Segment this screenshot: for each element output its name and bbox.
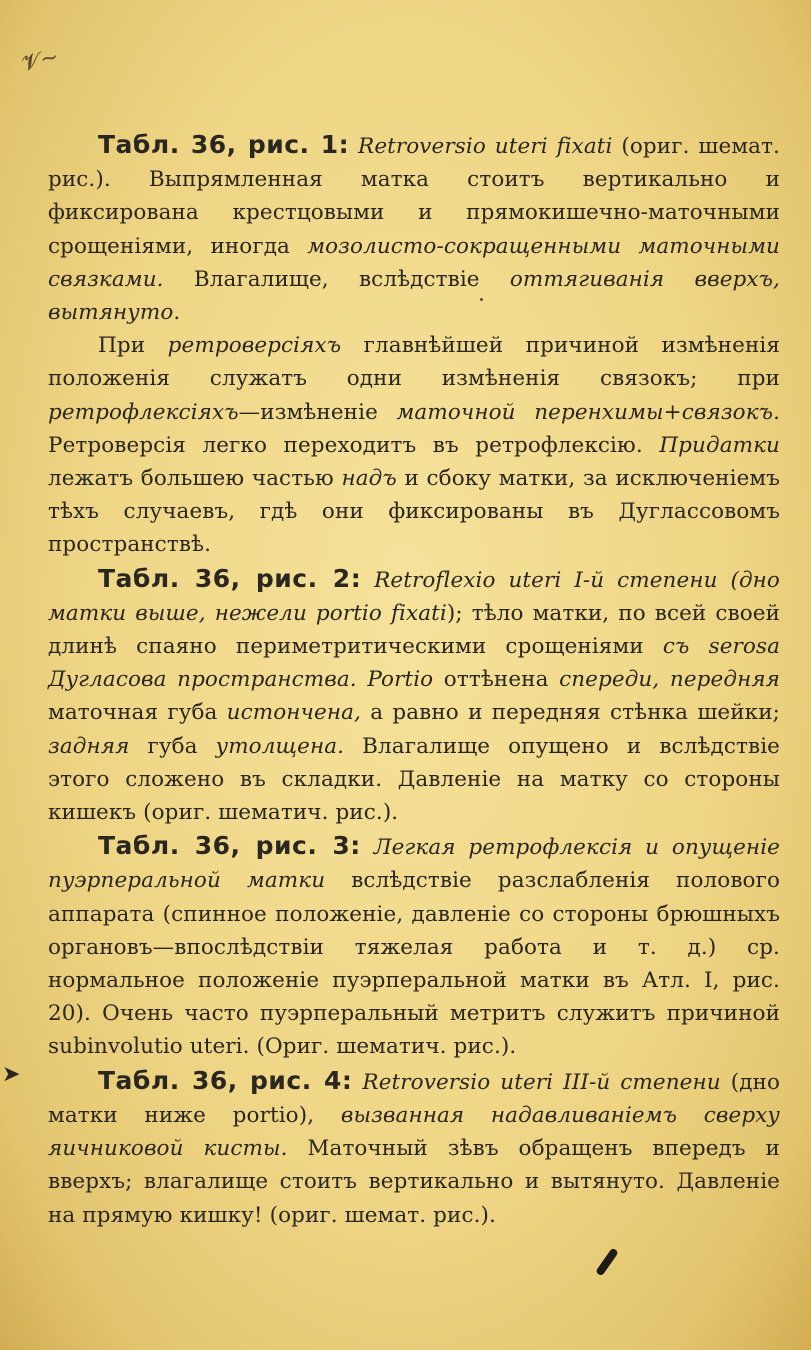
paragraph-text: маточная губа [48,700,227,726]
italic-text: вызванная надавливаніемъ сверху яичниковой кисты. [48,1102,780,1162]
paragraph-text: оттѣнена [433,667,560,693]
italic-text: Дугласова пространства. [48,667,357,693]
italic-text: съ [662,634,709,660]
latin-term: serosa [708,634,780,660]
corner-handwritten-mark: 𝓥~ [19,44,61,77]
italic-text: Придатки [659,432,780,458]
paragraph-text: главнѣйшей причиной измѣненія положенія служатъ одни измѣненія связокъ; при [48,333,781,392]
figure-label: Табл. 36, рис. 1: [98,130,350,159]
paragraph-fig1 [48,128,780,329]
latin-term: Portio [356,667,434,693]
paragraph-text: (дно матки ниже portio), [48,1069,781,1128]
figure-label: Табл. 36, рис. 3: [98,831,361,861]
italic-text: задняя [48,733,130,759]
paragraph-text: При [98,333,168,359]
figure-label: Табл. 36, рис. 2: [98,563,362,593]
italic-text: истончена, [226,700,361,726]
paragraph-text: и сбоку матки, за исключеніемъ тѣхъ случаевъ, гдѣ они фиксированы въ Дуглассовомъ пространствѣ. [48,466,781,558]
paragraph-text: а равно и передняя стѣнка шейки; [360,700,780,726]
paragraph-discussion [48,329,780,561]
paragraph-fig3 [48,829,780,1063]
figure-label: Табл. 36, рис. 4: [98,1065,353,1095]
italic-text: ретроверсіяхъ [167,333,342,359]
italic-text: III-й степени [553,1069,721,1095]
paragraph-text: губа [129,733,216,759]
body-text [48,128,780,1232]
paragraph-text: Ретроверсія легко переходитъ въ ретрофлексію. [48,432,660,458]
italic-text: ретрофлексіяхъ [48,399,239,425]
italic-text: спереди, передняя [559,667,780,693]
paragraph-text: —измѣненіе [238,399,397,425]
latin-term: Retroversio uteri [362,1069,554,1095]
latin-term: Retroflexio uteri [374,567,562,593]
latin-term: Retroversio uteri fixati [358,134,613,159]
paragraph-text: лежатъ большею частью [48,466,342,492]
italic-text: маточной перенхимы+связокъ. [396,399,780,425]
paragraph-fig2 [48,562,780,830]
paragraph-text: вслѣдствіе разслабленія полового аппарата (спинное положеніе, давленіе со стороны брюшныхъ органовъ—впослѣдствіи тяжелая работа и т. д.) ср. нормальное положеніе пуэрперальной матки въ Атл. I, рис. 20). Очень часто пуэрперальный метритъ служитъ причиной subinvolutio uteri. (Ориг. шематич. рис.). [48,868,780,1060]
italic-text: утолщена. [215,733,345,759]
paragraph-text: Влагалище опущено и вслѣдствіе этого сложено въ складки. Давленіе на матку со стороны кишекъ (ориг. шематич. рис.). [48,733,780,826]
italic-text: Легкая ретрофлексія и опущеніе пуэрперальной матки [48,835,780,894]
paragraph-fig4 [48,1064,780,1232]
pen-stroke-mark [595,1247,619,1276]
paragraph-text: Влагалище, вслѣдствіе [163,266,510,292]
paragraph-text: Маточный зѣвъ обращенъ впередъ и вверхъ; влагалище стоитъ вертикально и вытянуто. Давленіе на прямую кишку! (ориг. шемат. рис.). [48,1136,780,1228]
italic-text: мозолисто-сокращенными маточными связками. [48,233,780,292]
margin-arrow-mark: ➤ [2,1062,21,1087]
italic-text: I-й степени (дно матки выше, нежели [48,567,780,626]
paragraph-text: ); тѣло матки, по всей своей длинѣ спаяно периметритическими срощеніями [48,600,781,660]
paragraph-text: (ориг. шемат. рис.). Выпрямленная матка стоитъ вертикально и фиксирована крестцовыми и прямокишечно-маточными срощеніями, иногда [48,134,780,259]
italic-text: оттягиванія вверхъ, вытянуто. [48,266,780,326]
italic-text: надъ [341,466,397,492]
latin-term: portio fixati [315,600,447,626]
